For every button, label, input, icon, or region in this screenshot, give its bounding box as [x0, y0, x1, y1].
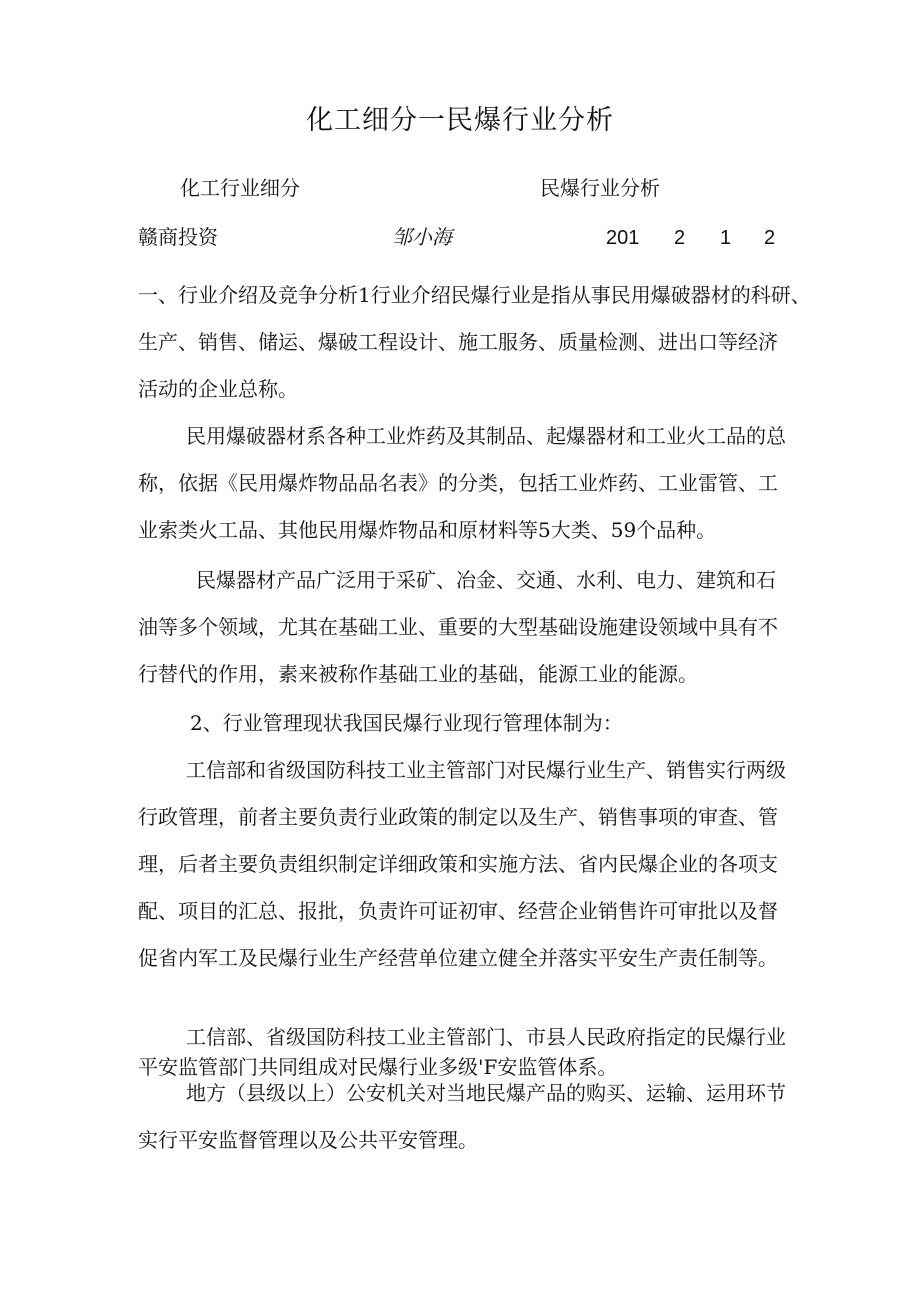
text-line: 油等多个领域，尤其在基础工业、重要的大型基础设施建设领域中具有不: [138, 615, 778, 639]
text-line: 生产、销售、储运、爆破工程设计、施工服务、质量检测、进出口等经济: [138, 330, 778, 354]
text-line: 活动的企业总称。: [138, 377, 298, 401]
paragraph-public-security: [138, 1070, 798, 1164]
organization-name: 赣商投资: [138, 225, 218, 249]
category-label: 化工行业细分: [180, 176, 300, 200]
topic-label: 民爆行业分析: [540, 176, 660, 200]
text-line: 行替代的作用，素来被称作基础工业的基础，能源工业的能源。: [138, 662, 698, 686]
text-line: 民用爆破器材系各种工业炸药及其制品、起爆器材和工业火工品的总: [186, 424, 786, 448]
text-line: 配、项目的汇总、报批，负责许可证初审、经营企业销售许可审批以及督: [138, 899, 778, 923]
text-line: 工信部、省级国防科技工业主管部门、市县人民政府指定的民爆行业: [186, 1025, 786, 1049]
text-line: 民爆器材产品广泛用于采矿、冶金、交通、水利、电力、建筑和石: [196, 568, 776, 592]
text-line: 理，后者主要负责组织制定详细政策和实施方法、省内民爆企业的各项支: [138, 852, 778, 876]
paragraph-administration: [138, 747, 798, 982]
date-part-4: 2: [764, 227, 776, 249]
text-line: 2、行业管理现状我国民爆行业现行管理体制为：: [190, 711, 623, 735]
text-line: 工信部和省级国防科技工业主管部门对民爆行业生产、销售实行两级: [186, 758, 786, 782]
text-line: 一、行业介绍及竞争分析1行业介绍民爆行业是指从事民用爆破器材的科研、: [138, 283, 811, 307]
section-heading-management: [138, 700, 798, 747]
text-line: 地方（县级以上）公安机关对当地民爆产品的购买、运输、运用环节: [186, 1081, 786, 1105]
paragraph-industry-intro: [138, 272, 811, 413]
text-line: 业索类火工品、其他民用爆炸物品和原材料等5大类、59个品种。: [138, 518, 717, 542]
text-line: 平安监管部门共同组成对民爆行业多级'F安监管体系。: [138, 1055, 618, 1079]
text-line: 称，依据《民用爆炸物品品名表》的分类，包括工业炸药、工业雷管、工: [138, 471, 778, 495]
paragraph-materials: [138, 413, 798, 554]
paragraph-applications: [138, 557, 798, 698]
text-line: 促省内军工及民爆行业生产经营单位建立健全并落实平安生产责任制等。: [138, 946, 778, 970]
date-part-2: 2: [674, 227, 686, 249]
date-part-3: 1: [720, 227, 732, 249]
document-title: 化工细分一民爆行业分析: [306, 105, 614, 136]
author-name: 邹小海: [392, 225, 452, 249]
text-line: 实行平安监督管理以及公共平安管理。: [138, 1128, 478, 1152]
text-line: 行政管理，前者主要负责行业政策的制定以及生产、销售事项的审查、管: [138, 805, 778, 829]
date-year: 201: [606, 227, 640, 249]
